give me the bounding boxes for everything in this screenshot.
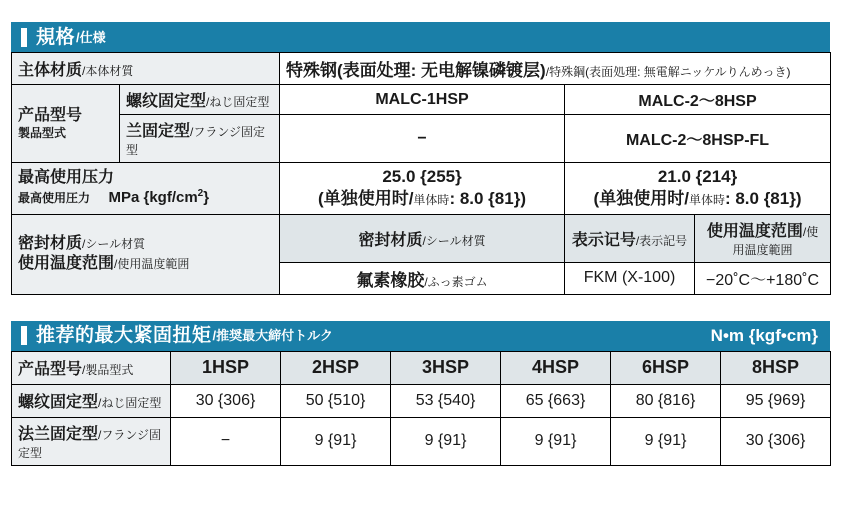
value-pressure-col1-line2b: 単体時 xyxy=(413,193,450,208)
torque-thread-2hsp: 50 {510} xyxy=(281,384,391,417)
table-row-max-pressure xyxy=(12,163,831,215)
section-header-torque xyxy=(11,321,830,351)
label-pressure-unit-sup: 2 xyxy=(197,188,204,200)
subheader-marking-cn: 表示记号 xyxy=(571,231,636,249)
value-seal-material xyxy=(280,262,565,294)
torque-thread-6hsp: 80 {816} xyxy=(611,384,721,417)
subheader-temp-range-jp: /使用温度範囲 xyxy=(732,224,819,257)
torque-flange-8hsp: 30 {306} xyxy=(721,417,831,465)
section-header-specifications xyxy=(11,22,830,52)
label-flange-fixed-cn: 兰固定型 xyxy=(126,123,191,140)
subheader-temp-range xyxy=(695,214,831,262)
bar-accent-marker xyxy=(21,28,27,47)
value-pressure-col2 xyxy=(565,163,831,215)
torque-col-header-1hsp: 1HSP xyxy=(171,351,281,384)
table-row-model-thread xyxy=(12,85,831,115)
subheader-marking xyxy=(565,214,695,262)
value-body-material-jp: /特殊鋼(表面処理: 無電解ニッケルりんめっき) xyxy=(545,65,791,79)
torque-col-header-4hsp: 4HSP xyxy=(501,351,611,384)
label-thread-fixed-cn: 螺纹固定型 xyxy=(126,93,207,110)
specifications-table xyxy=(11,52,831,295)
label-model-cn: 产品型号 xyxy=(18,106,83,124)
torque-row-label-thread xyxy=(12,384,171,417)
label-max-pressure-cn: 最高使用压力 xyxy=(18,168,115,186)
section-spacer xyxy=(0,295,841,321)
value-seal-temp-range: −20˚C〜+180˚C xyxy=(695,262,831,294)
torque-thread-4hsp: 65 {663} xyxy=(501,384,611,417)
label-max-pressure-jp: 最高使用圧力 xyxy=(18,191,91,206)
value-pressure-col1-line2a: (单独使用时/ xyxy=(318,189,414,209)
label-temp-range-jp: /使用温度範囲 xyxy=(114,257,190,272)
label-body-material xyxy=(12,53,280,85)
bar-accent-marker-2 xyxy=(21,326,27,345)
label-flange-fixed-jp: /フランジ固定型 xyxy=(126,125,266,157)
label-temp-range-cn: 使用温度范围 xyxy=(18,255,115,273)
torque-col-header-3hsp: 3HSP xyxy=(391,351,501,384)
torque-flange-4hsp: 9 {91} xyxy=(501,417,611,465)
torque-row-label-flange-cn: 法兰固定型 xyxy=(18,425,99,443)
value-seal-material-jp: /ふっ素ゴム xyxy=(424,274,488,289)
value-pressure-col1 xyxy=(280,163,565,215)
torque-label-model-cn: 产品型号 xyxy=(18,361,83,379)
value-flange-model-1hsp: − xyxy=(280,115,565,163)
torque-row-label-thread-jp: /ねじ固定型 xyxy=(98,396,162,411)
label-seal-material-jp: /シール材質 xyxy=(82,236,146,251)
section1-title: 規格 xyxy=(36,26,76,48)
label-pressure-unit-end: } xyxy=(203,189,210,207)
torque-thread-8hsp: 95 {969} xyxy=(721,384,831,417)
label-seal-material-cn: 密封材质 xyxy=(18,234,83,252)
value-pressure-col1-line2c: : 8.0 {81}) xyxy=(449,189,526,209)
value-body-material-cn: 特殊钢(表面处理: 无电解镍磷镀层) xyxy=(286,61,546,80)
value-seal-marking: FKM (X-100) xyxy=(565,262,695,294)
label-pressure-unit-main: MPa {kgf/cm xyxy=(108,189,198,207)
torque-col-header-6hsp: 6HSP xyxy=(611,351,721,384)
label-thread-fixed-jp: /ねじ固定型 xyxy=(206,95,270,109)
torque-flange-2hsp: 9 {91} xyxy=(281,417,391,465)
section2-title: 推荐的最大紧固扭矩 xyxy=(36,325,212,347)
section2-unit: N•m {kgf•cm} xyxy=(710,326,818,346)
table-row xyxy=(12,417,831,465)
value-thread-model-2-8hsp: MALC-2〜8HSP xyxy=(565,85,831,115)
label-model-jp: 製品型式 xyxy=(18,126,67,141)
subheader-marking-jp: /表示記号 xyxy=(635,233,688,248)
table-row xyxy=(12,384,831,417)
torque-col-header-8hsp: 8HSP xyxy=(721,351,831,384)
section1-subtitle: /仕様 xyxy=(76,29,106,45)
torque-table xyxy=(11,351,831,466)
torque-flange-3hsp: 9 {91} xyxy=(391,417,501,465)
subheader-temp-range-cn: 使用温度范围 xyxy=(706,222,803,240)
label-thread-fixed xyxy=(120,85,280,115)
value-pressure-col1-line2 xyxy=(286,188,558,211)
torque-flange-6hsp: 9 {91} xyxy=(611,417,721,465)
table-row-seal-header xyxy=(12,214,831,262)
label-max-pressure xyxy=(12,163,280,215)
value-pressure-col2-line2a: (单独使用时/ xyxy=(593,189,689,209)
value-pressure-col1-line1: 25.0 {255} xyxy=(382,167,462,186)
section2-subtitle: /推奨最大締付トルク xyxy=(212,328,333,344)
torque-table-header-row xyxy=(12,351,831,384)
label-seal-material xyxy=(18,234,273,254)
torque-label-model-jp: /製品型式 xyxy=(82,363,134,378)
label-body-material-cn: 主体材质 xyxy=(18,62,83,79)
torque-col-header-2hsp: 2HSP xyxy=(281,351,391,384)
torque-row-label-thread-cn: 螺纹固定型 xyxy=(18,394,99,412)
label-flange-fixed xyxy=(120,115,280,163)
value-pressure-col2-line2 xyxy=(571,188,824,211)
torque-thread-3hsp: 53 {540} xyxy=(391,384,501,417)
value-thread-model-1hsp: MALC-1HSP xyxy=(280,85,565,115)
torque-row-label-flange-jp: /フランジ固定型 xyxy=(18,427,162,460)
label-seal-and-temp xyxy=(12,214,280,294)
subheader-seal-material xyxy=(280,214,565,262)
torque-thread-1hsp: 30 {306} xyxy=(171,384,281,417)
torque-row-label-flange xyxy=(12,417,171,465)
label-temp-range xyxy=(18,254,273,274)
value-body-material xyxy=(280,53,831,85)
torque-label-model xyxy=(12,351,171,384)
top-spacer xyxy=(0,0,841,22)
label-model xyxy=(12,85,120,163)
table-row-model-flange xyxy=(12,115,831,163)
label-body-material-jp: /本体材質 xyxy=(82,64,134,78)
value-pressure-col2-line2c: : 8.0 {81}) xyxy=(724,189,802,209)
value-pressure-col2-line1: 21.0 {214} xyxy=(657,167,738,186)
table-row-body-material xyxy=(12,53,831,85)
torque-flange-1hsp: − xyxy=(171,417,281,465)
subheader-seal-material-cn: 密封材质 xyxy=(358,231,423,249)
value-seal-material-cn: 氟素橡胶 xyxy=(356,270,425,290)
label-pressure-unit xyxy=(108,189,209,206)
value-pressure-col2-line2b: 単体時 xyxy=(688,193,725,208)
subheader-seal-material-jp: /シール材質 xyxy=(422,233,486,248)
value-flange-model-2-8hsp: MALC-2〜8HSP-FL xyxy=(565,115,831,163)
